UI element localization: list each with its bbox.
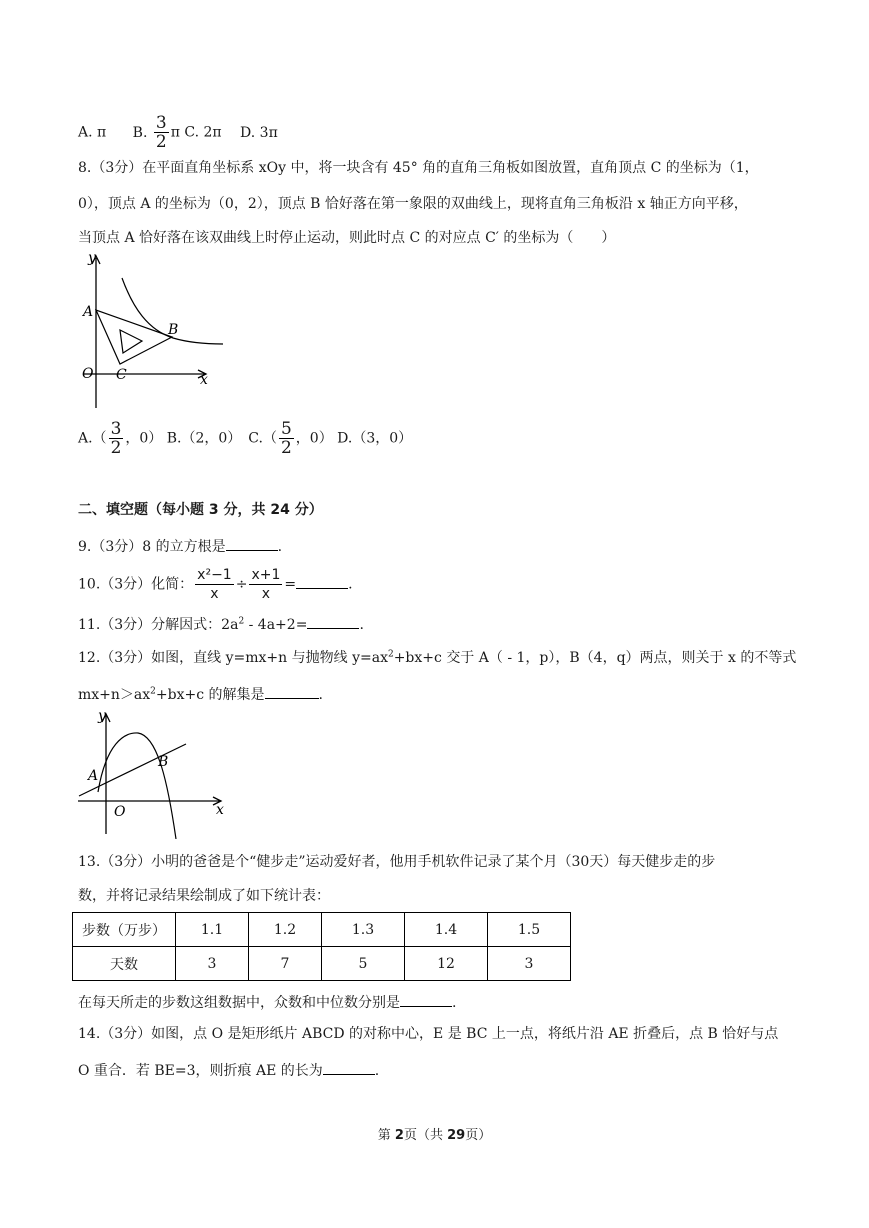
q7-option-b-fraction: $\frac{3}{2}$ [155,113,167,152]
q7-options [78,114,278,151]
q11-prefix: 11.（3分）分解因式：2a [78,617,239,633]
q12-figure [76,704,236,839]
q7-option-b-prefix: B. [132,124,148,141]
table-cell: 1.3 [322,913,405,947]
table-row [73,913,571,947]
q8-options [78,420,412,457]
q8-label-a: A [83,304,94,320]
q9: 9.（3分）8 的立方根是 . [78,534,282,557]
q8-option-cd: ，0） D.（3，0） [295,430,413,447]
q12-label-y: y [98,708,106,724]
q9-answer-blank [226,534,278,551]
table-cell: 12 [405,947,488,981]
q11-answer-blank [307,612,359,629]
table-cell: 1.4 [405,913,488,947]
page-footer: 第 2页（共 29页） [377,1128,492,1143]
q12-answer-blank [265,682,319,699]
q14-line1: 14.（3分）如图，点 O 是矩形纸片 ABCD 的对称中心，E 是 BC 上一点，将纸片沿 AE 折叠后，点 B 恰好与点 [78,1026,779,1042]
q10-fraction1: $\frac{\text{x²−1}}{x}$ [197,567,232,602]
q12-label-o: O [114,804,126,820]
q14-line2: O 重合．若 BE=3，则折痕 AE 的长为 . [78,1058,379,1081]
q7-option-c: π C. 2π [170,124,222,141]
table-cell: 7 [249,947,322,981]
q8-line1: 8.（3分）在平面直角坐标系 xOy 中，将一块含有 45° 角的直角三角板如图放置，直角顶点 C 的坐标为（1， [78,160,759,176]
q13-line1: 13.（3分）小明的爸爸是个“健步走”运动爱好者，他用手机软件记录了某个月（30天）每天健步走的步 [78,854,716,870]
q8-label-x: x [200,372,208,388]
q14-answer-blank [323,1058,375,1075]
q12-line2: $mx+n>ax^2+bx+c$ 的解集是 . [78,682,323,705]
q8-label-c: C [116,367,127,383]
table-cell: 3 [176,947,249,981]
q10-answer-blank [296,572,348,589]
q8-label-b: B [168,322,179,338]
q8-line3: 当顶点 A 恰好落在该双曲线上时停止运动，则此时点 C 的对应点 C′ 的坐标为（ ） [78,230,616,246]
q8-label-y: y [88,250,96,266]
table-cell: 1.2 [249,913,322,947]
q12-line1: 12.（3分）如图，直线 y=mx+n 与抛物线 $y=ax^2+bx+c$ 交于 A（ - 1，p），B（4，q）两点，则关于 x 的不等式 [78,649,797,666]
q11: 11.（3分）分解因式：$2a^2 - 4a+2=$ . [78,612,364,635]
q13-line2: 数，并将记录结果绘制成了如下统计表： [78,888,330,904]
q8-option-c-fraction: $\frac{5}{2}$ [280,419,292,458]
q12-label-b: B [158,754,169,770]
q7-option-a: A. π [78,124,107,141]
q12-label-x: x [216,802,224,818]
q8-option-a-fraction: $\frac{3}{2}$ [110,419,122,458]
q8-option-bc: ，0） B.（2，0） C.（ [125,430,277,447]
q13-stats-table [72,912,571,981]
section2-title: 二、填空题（每小题 3 分，共 24 分） [78,502,323,518]
page-number: 2 [394,1128,404,1143]
q9-text: 9.（3分）8 的立方根是 [78,539,226,555]
table-cell: 1.1 [176,913,249,947]
q10-fraction2: $\frac{x+1}{x}$ [251,567,281,602]
q7-option-d: D. 3π [240,124,278,141]
page-total: 29 [447,1128,466,1143]
q8-label-o: O [82,366,94,382]
q13-answer-blank [400,990,452,1007]
q8-option-a-prefix: A.（ [78,430,107,447]
q8-figure [78,248,238,413]
table-cell: 1.5 [488,913,571,947]
q8-line2: 0），顶点 A 的坐标为（0，2），顶点 B 恰好落在第一象限的双曲线上，现将直角三角板沿 x 轴正方向平移， [78,196,748,212]
table-row [73,947,571,981]
table-cell: 5 [322,947,405,981]
table-header-days: 天数 [73,947,176,981]
table-cell: 3 [488,947,571,981]
q12-label-a: A [88,768,99,784]
q10: 10.（3分）化简： $\frac{\text{x²−1}}{x}$ ÷ $\frac{x+1}{x}$ = . [78,567,353,602]
q13-line3: 在每天所走的步数这组数据中，众数和中位数分别是 . [78,990,456,1013]
table-header-steps: 步数（万步） [73,913,176,947]
q10-prefix: 10.（3分）化简： [78,576,194,593]
